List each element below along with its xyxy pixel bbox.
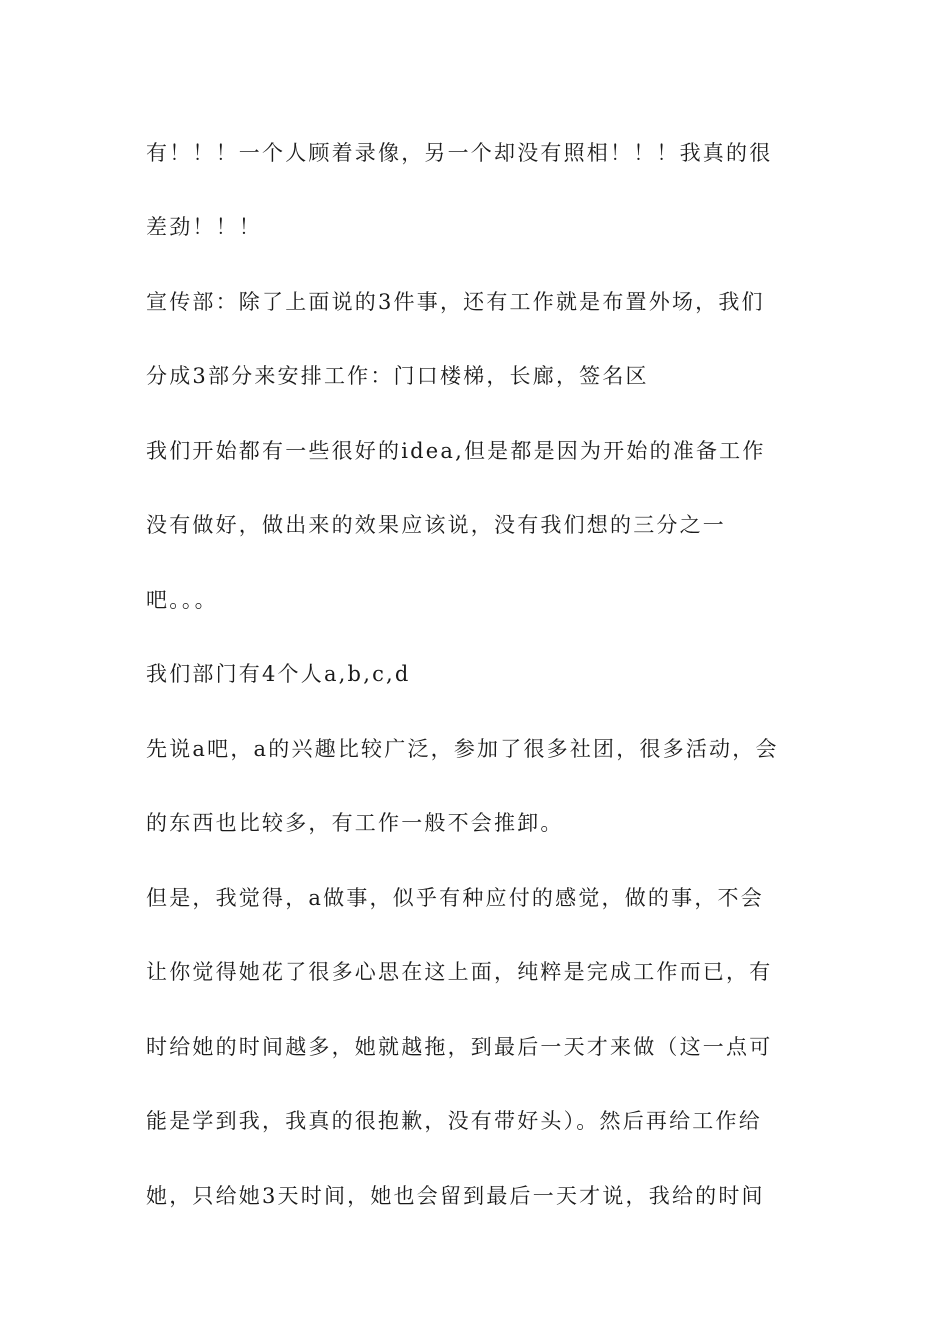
text-line-3: 宣传部：除了上面说的3件事，还有工作就是布置外场，我们 xyxy=(146,290,765,314)
text-line-14: 能是学到我，我真的很抱歉，没有带好头）。然后再给工作给 xyxy=(146,1109,762,1133)
text-line-6: 没有做好，做出来的效果应该说，没有我们想的三分之一 xyxy=(146,513,726,537)
text-line-5: 我们开始都有一些很好的idea,但是都是因为开始的准备工作 xyxy=(146,439,766,463)
text-line-4: 分成3部分来安排工作：门口楼梯，长廊，签名区 xyxy=(146,364,649,388)
text-line-7: 吧。。。 xyxy=(146,588,218,612)
text-line-12: 让你觉得她花了很多心思在这上面，纯粹是完成工作而已，有 xyxy=(146,960,773,984)
text-line-10: 的东西也比较多，有工作一般不会推卸。 xyxy=(146,811,564,835)
text-line-8: 我们部门有4个人a,b,c,d xyxy=(146,662,411,686)
text-line-2: 差劲！！！ xyxy=(146,215,262,239)
text-line-13: 时给她的时间越多，她就越拖，到最后一天才来做（这一点可 xyxy=(146,1035,773,1059)
text-line-11: 但是，我觉得，a做事，似乎有种应付的感觉，做的事，不会 xyxy=(146,886,764,910)
text-line-9: 先说a吧，a的兴趣比较广泛，参加了很多社团，很多活动，会 xyxy=(146,737,779,761)
text-line-15: 她，只给她3天时间，她也会留到最后一天才说，我给的时间 xyxy=(146,1184,765,1208)
text-line-1: 有！！！一个人顾着录像，另一个却没有照相！！！我真的很 xyxy=(146,141,773,165)
